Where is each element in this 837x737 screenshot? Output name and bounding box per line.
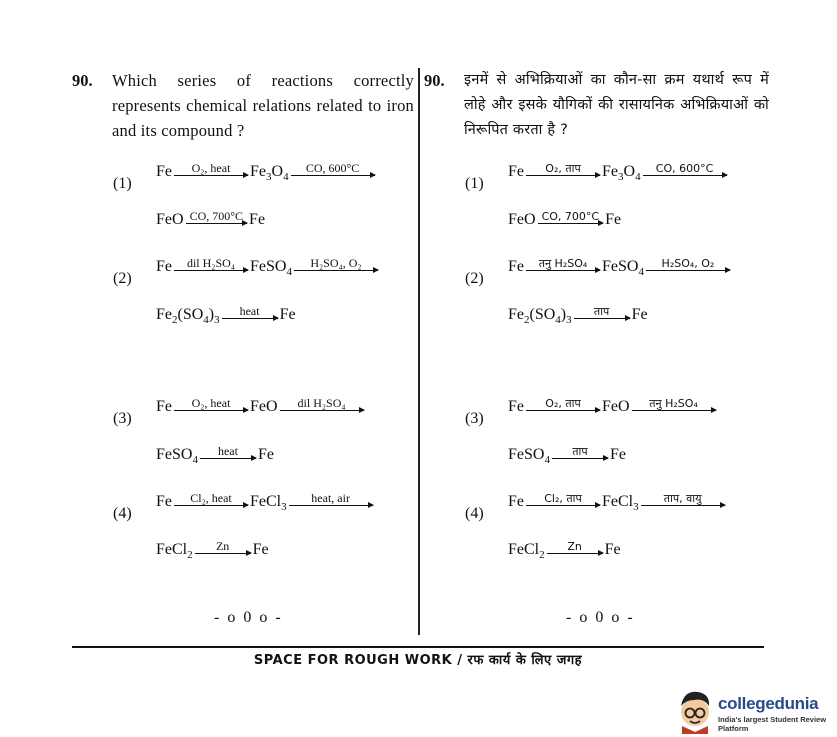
reaction-arrow-shaft <box>646 270 730 271</box>
reaction-arrow-label: तनु H₂SO₄ <box>649 397 698 410</box>
reactant: FeCl$_2$ <box>156 541 193 562</box>
reactant: FeO <box>156 211 184 228</box>
reaction-arrow-label: ताप <box>572 445 588 458</box>
reaction-arrow <box>632 397 716 411</box>
reaction-arrow-shaft <box>641 505 725 506</box>
intermediate: FeSO$_4$ <box>250 258 292 279</box>
reaction-arrow-shaft <box>526 505 600 506</box>
hi-option-4-line2 <box>508 540 621 562</box>
reaction-arrow <box>174 257 248 271</box>
reaction-arrow-label: CO, 600°C <box>655 162 714 175</box>
footer-rule <box>72 646 764 648</box>
reactant: Fe <box>156 493 172 510</box>
rough-work-label: SPACE FOR ROUGH WORK / रफ कार्य के लिए जगह <box>253 653 583 668</box>
reaction-arrow <box>291 162 375 176</box>
product: Fe <box>609 446 626 463</box>
reaction-arrow <box>195 540 251 554</box>
reaction-arrow-shaft <box>547 553 603 554</box>
en-option-1-line2 <box>156 211 265 229</box>
reaction-arrow-shaft <box>574 318 630 319</box>
en-option-number: (2) <box>113 270 132 287</box>
intermediate: $Fe_3O_4$ <box>250 163 289 184</box>
reaction-arrow-shaft <box>291 175 375 176</box>
reaction-arrow <box>526 492 600 506</box>
logo-tagline: India's largest Student Review Platform <box>718 715 827 733</box>
reaction-arrow-label: O₂, heat <box>191 161 231 175</box>
reaction-arrow-label: तनु H₂SO₄ <box>538 257 588 270</box>
hi-option-3-line2 <box>508 445 626 467</box>
en-option-4-line2 <box>156 539 269 562</box>
reaction-arrow-label: CO, 700°C <box>189 209 244 223</box>
reaction-arrow-shaft <box>280 410 364 411</box>
hi-option-2-line2 <box>508 305 648 327</box>
end-mark-hi: - o 0 o - <box>566 609 635 626</box>
reactant: $Fe_2(SO_4)_3$ <box>156 306 220 327</box>
reaction-arrow-shaft <box>200 458 256 459</box>
question-header-en <box>72 68 414 143</box>
mascot-icon <box>676 686 714 734</box>
reaction-arrow-label: ताप, वायु <box>663 492 702 505</box>
reaction-arrow-shaft <box>174 270 248 271</box>
intermediate: FeSO$_4$ <box>602 258 644 279</box>
reactant: Fe <box>156 258 172 275</box>
reaction-arrow-shaft <box>552 458 608 459</box>
reaction-arrow <box>643 162 727 176</box>
question-number: 90. <box>424 71 445 90</box>
en-option-number: (4) <box>113 505 132 522</box>
reaction-arrow <box>574 305 630 319</box>
collegedunia-logo <box>676 686 832 734</box>
reactant: Fe <box>508 493 524 510</box>
product: Fe <box>249 211 266 228</box>
reaction-arrow <box>646 257 730 271</box>
product: Fe <box>257 446 274 463</box>
reaction-arrow <box>289 492 373 506</box>
reaction-arrow-shaft <box>222 318 278 319</box>
reactant: FeSO$_4$ <box>156 446 198 467</box>
product: Fe <box>605 211 622 228</box>
english-column <box>72 68 414 626</box>
reaction-arrow <box>526 257 600 271</box>
reaction-arrow <box>174 162 248 176</box>
en-option-3-line1 <box>156 398 366 416</box>
en-option-2-line1 <box>156 256 380 279</box>
reaction-arrow <box>641 492 725 506</box>
question-text-hi: इनमें से अभिक्रियाओं का कौन-सा क्रम यथार्थ रूप में लोहे और इसके यौगिकों की रासायनिक अभिक्रियाओं को निरूपित करता है ? <box>464 72 769 138</box>
reactant: Fe <box>508 258 524 275</box>
reaction-arrow <box>186 210 247 224</box>
en-option-1-line1 <box>156 161 377 184</box>
reaction-arrow-shaft <box>632 410 716 411</box>
reaction-arrow-label: Zn <box>567 540 582 553</box>
reactant: Fe <box>156 163 172 180</box>
question-header-hi <box>424 68 769 143</box>
reaction-arrow-label: heat, air <box>311 491 350 505</box>
hindi-column <box>424 68 769 626</box>
reaction-arrow <box>280 397 364 411</box>
hi-option-1-line2 <box>508 211 621 229</box>
en-option-2-line2 <box>156 304 296 327</box>
logo-brand: collegedunia <box>718 694 819 713</box>
reaction-arrow-label: O₂, ताप <box>545 397 581 410</box>
intermediate: FeCl$_3$ <box>250 493 287 514</box>
reaction-arrow-shaft <box>538 223 604 224</box>
reaction-arrow-label: CO, 600°C <box>305 161 360 175</box>
reaction-arrow-label: O₂, heat <box>191 396 231 410</box>
hi-option-3-line1 <box>508 398 718 416</box>
reaction-arrow-label: dil H₂SO₄ <box>186 256 236 270</box>
reactant: $Fe_2(SO_4)_3$ <box>508 306 572 327</box>
reaction-arrow-shaft <box>294 270 378 271</box>
hi-option-number: (1) <box>465 175 484 192</box>
reaction-arrow <box>526 397 600 411</box>
question-number: 90. <box>72 71 93 90</box>
reactant: FeCl$_2$ <box>508 541 545 562</box>
reaction-arrow-label: O₂, ताप <box>545 162 581 175</box>
intermediate: FeO <box>250 398 278 415</box>
reaction-arrow-shaft <box>174 410 248 411</box>
reaction-arrow-shaft <box>643 175 727 176</box>
reaction-arrow <box>538 210 604 224</box>
reactant: FeSO$_4$ <box>508 446 550 467</box>
intermediate: FeO <box>602 398 630 415</box>
reaction-arrow-label: H₂SO₄, O₂ <box>310 256 362 270</box>
en-option-number: (3) <box>113 410 132 427</box>
product: Fe <box>631 306 648 323</box>
reaction-arrow <box>200 445 256 459</box>
reactant: Fe <box>508 398 524 415</box>
reaction-arrow-shaft <box>526 175 600 176</box>
reaction-arrow <box>174 492 248 506</box>
en-option-number: (1) <box>113 175 132 192</box>
reaction-arrow-label: H₂SO₄, O₂ <box>661 257 715 270</box>
product: Fe <box>604 541 621 558</box>
reaction-arrow <box>222 305 278 319</box>
reaction-arrow-label: dil H₂SO₄ <box>297 396 346 410</box>
reaction-arrow-shaft <box>289 505 373 506</box>
reactant: Fe <box>156 398 172 415</box>
hi-option-4-line1 <box>508 492 727 514</box>
reaction-arrow-label: CO, 700°C <box>541 210 600 223</box>
reaction-arrow-label: ताप <box>593 305 610 318</box>
reaction-arrow-shaft <box>174 175 248 176</box>
reactant: FeO <box>508 211 536 228</box>
reaction-arrow <box>547 540 603 554</box>
en-option-3-line2 <box>156 444 274 467</box>
hi-option-number: (2) <box>465 270 484 287</box>
reactant: Fe <box>508 163 524 180</box>
reaction-arrow-label: heat <box>217 444 238 458</box>
reaction-arrow <box>552 445 608 459</box>
reaction-arrow <box>294 257 378 271</box>
reaction-arrow <box>174 397 248 411</box>
hi-option-2-line1 <box>508 257 732 279</box>
reaction-arrow-shaft <box>195 553 251 554</box>
intermediate: $Fe_3O_4$ <box>602 163 641 184</box>
intermediate: FeCl$_3$ <box>602 493 639 514</box>
question-text-en: Which series of reactions correctly represents chemical relations related to iron and its compound ? <box>112 71 414 140</box>
end-mark-en: - o 0 o - <box>214 609 283 626</box>
reaction-arrow-shaft <box>526 410 600 411</box>
reaction-arrow <box>526 162 600 176</box>
hi-option-number: (3) <box>465 410 484 427</box>
reaction-arrow-label: Zn <box>215 539 230 553</box>
reaction-arrow-shaft <box>526 270 600 271</box>
reaction-arrow-shaft <box>174 505 248 506</box>
product: Fe <box>279 306 296 323</box>
reaction-arrow-shaft <box>186 223 247 224</box>
reaction-arrow-label: Cl₂, ताप <box>544 492 582 505</box>
column-divider <box>418 68 420 635</box>
product: Fe <box>252 541 269 558</box>
en-option-4-line1 <box>156 491 375 514</box>
hi-option-number: (4) <box>465 505 484 522</box>
reaction-arrow-label: heat <box>239 304 260 318</box>
hi-option-1-line1 <box>508 162 729 184</box>
reaction-arrow-label: Cl₂, heat <box>190 491 232 505</box>
